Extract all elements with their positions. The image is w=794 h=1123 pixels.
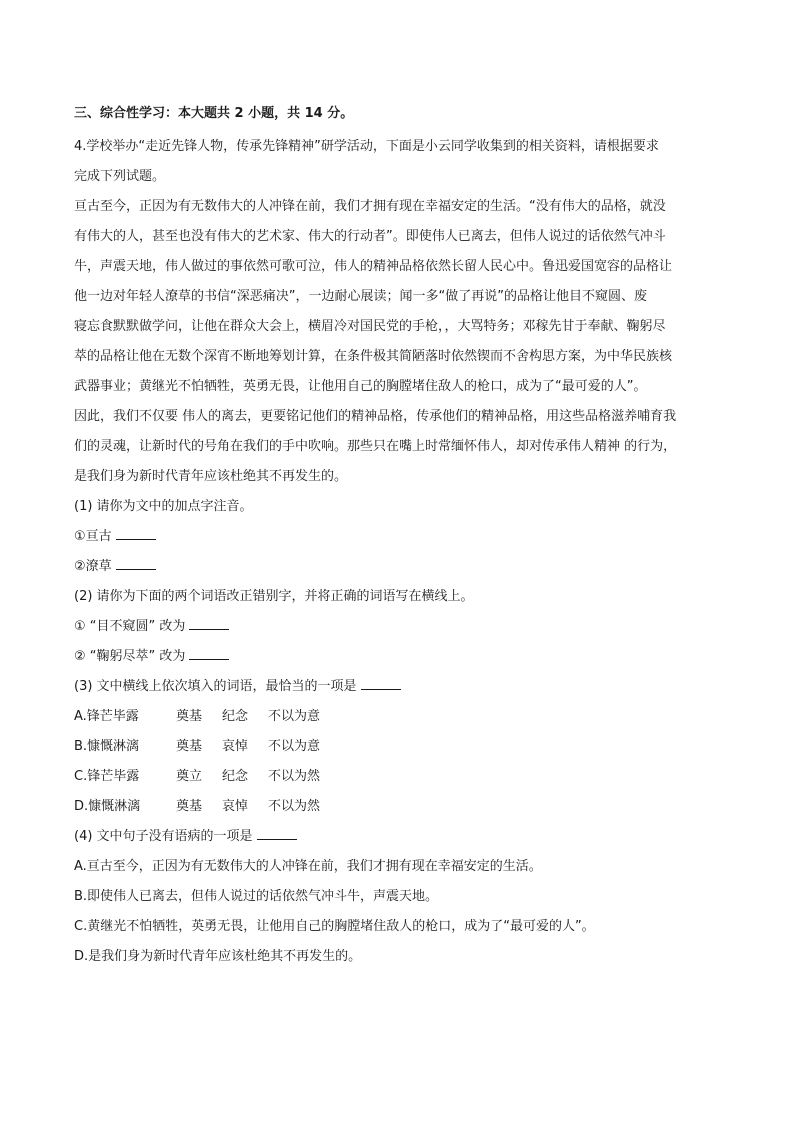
passage-line: 萃的品格让他在无数个深宵不断地筹划计算，在条件极其简陋落时依然锲而不舍构思方案，为中华民族核: [74, 349, 673, 364]
sub4-prompt: (4) 文中句子没有语病的一项是: [74, 822, 724, 852]
option-row-b[interactable]: B.慷慨淋漓 奠基 哀悼 不以为意: [74, 739, 321, 754]
section-header: 三、综合性学习：本大题共 2 小题，共 14 分。: [74, 106, 354, 121]
sub2-item: ② “鞠躬尽萃” 改为: [74, 642, 724, 672]
passage-line: 牛，声震天地，伟人做过的事依然可歌可泣，伟人的精神品格依然长留人民心中。鲁迅爱国宽容的品格让: [74, 259, 673, 274]
sub4-option-a[interactable]: A.亘古至今，正因为有无数伟大的人冲锋在前，我们才拥有现在幸福安定的生活。: [74, 859, 542, 874]
exam-page: [74, 104, 724, 972]
passage-line: 寝忘食默默做学问，让他在群众大会上，横眉冷对国民党的手枪，，大骂特务；邓稼先甘于奉献、鞠躬尽: [74, 319, 666, 334]
passage-line: 是我们身为新时代青年应该杜绝其不再发生的。: [74, 469, 348, 484]
passage-line: 有伟大的人，甚至也没有伟大的艺术家、伟大的行动者”。即使伟人已离去，但伟人说过的话依然气冲斗: [74, 229, 666, 244]
sub2-prompt: (2) 请你为下面的两个词语改正错别字，并将正确的词语写在横线上。: [74, 589, 474, 604]
sub1-item: ②潦草: [74, 552, 724, 582]
question-intro-line-1: 4.学校举办“走近先锋人物，传承先锋精神”研学活动，下面是小云同学收集到的相关资料，请根据要求: [74, 139, 659, 154]
option-row-a[interactable]: A.锋芒毕露 奠基 纪念 不以为意: [74, 709, 321, 724]
answer-blank[interactable]: [189, 617, 229, 630]
answer-blank[interactable]: [116, 557, 156, 570]
sub2-item: ① “目不窥圆” 改为: [74, 612, 724, 642]
answer-blank[interactable]: [361, 677, 401, 690]
sub1-item: ①亘古: [74, 522, 724, 552]
option-row-c[interactable]: C.锋芒毕露 奠立 纪念 不以为然: [74, 769, 321, 784]
answer-blank[interactable]: [189, 647, 229, 660]
passage-line: 因此，我们不仅要 伟人的离去，更要铭记他们的精神品格，传承他们的精神品格，用这些品格滋养哺育我: [74, 409, 677, 424]
answer-blank[interactable]: [257, 827, 297, 840]
sub4-option-b[interactable]: B.即使伟人已离去，但伟人说过的话依然气冲斗牛，声震天地。: [74, 889, 439, 904]
sub3-options: [74, 702, 724, 822]
passage-line: 武器事业；黄继光不怕牺牲，英勇无畏，让他用自己的胸膛堵住敌人的枪口，成为了“最可爱的人”。: [74, 379, 647, 394]
sub3-prompt: (3) 文中横线上依次填入的词语，最恰当的一项是: [74, 672, 724, 702]
option-row-d[interactable]: D.慷慨淋漓 奠基 哀悼 不以为然: [74, 799, 321, 814]
sub4-option-c[interactable]: C.黄继光不怕牺牲，英勇无畏，让他用自己的胸膛堵住敌人的枪口，成为了“最可爱的人”。: [74, 919, 595, 934]
passage: [74, 192, 724, 492]
answer-blank[interactable]: [116, 527, 156, 540]
passage-line: 们的灵魂，让新时代的号角在我们的手中吹响。那些只在嘴上时常缅怀伟人，却对传承伟人精神 的行为，: [74, 439, 677, 454]
passage-line: 他一边对年轻人潦草的书信“深恶痛决”，一边耐心展读；闻一多“做了再说”的品格让他目不窥圆、废: [74, 289, 647, 304]
question-intro-line-2: 完成下列试题。: [74, 169, 166, 184]
sub4-option-d[interactable]: D.是我们身为新时代青年应该杜绝其不再发生的。: [74, 949, 362, 964]
passage-line: 亘古至今，正因为有无数伟大的人冲锋在前，我们才拥有现在幸福安定的生活。“没有伟大的品格，就没: [74, 199, 666, 214]
sub1-prompt: (1) 请你为文中的加点字注音。: [74, 499, 253, 514]
